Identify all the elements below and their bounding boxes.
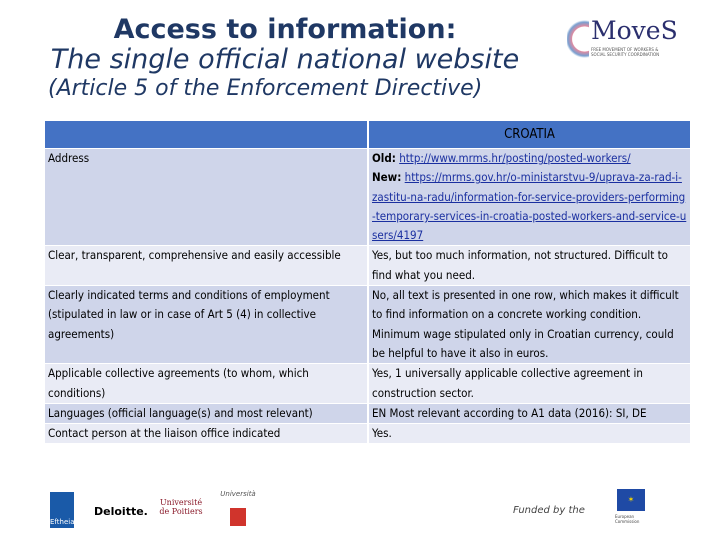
row-value: No, all text is presented in one row, which makes it difficult to find information on a concrete working condition. Minimum wage stipulated only in Croatian currency, could be helpful to have it also in euros.: [369, 286, 690, 363]
logo-subtitle: FREE MOVEMENT OF WORKERS & SOCIAL SECURITY COORDINATION: [591, 47, 660, 57]
table-row: [45, 424, 690, 443]
table-row: [45, 364, 690, 403]
title-line-3: (Article 5 of the Enforcement Directive): [48, 76, 483, 101]
eu-logo: [597, 487, 687, 531]
poitiers-logo: Université de Poitiers: [159, 498, 203, 516]
universita-logo: [230, 508, 246, 526]
eftheia-logo: [50, 492, 74, 528]
row-label: Address: [45, 149, 367, 245]
header-croatia: CROATIA: [369, 121, 690, 148]
table-row: [45, 149, 690, 245]
eu-flag-icon: ✶: [617, 489, 645, 511]
table-row: [45, 286, 690, 363]
row-label: Languages (official language(s) and most relevant): [45, 404, 367, 423]
row-label: Contact person at the liaison office indicated: [45, 424, 367, 443]
row-value: Yes, 1 universally applicable collective agreement in construction sector.: [369, 364, 690, 403]
new-label: New:: [372, 170, 402, 185]
row-label: Clear, transparent, comprehensive and easily accessible: [45, 246, 367, 285]
row-value: Yes.: [369, 424, 690, 443]
eftheia-text: Eftheia: [50, 518, 75, 526]
croatia-table: [43, 120, 692, 444]
table-header: [45, 121, 690, 148]
deloitte-logo: Deloitte.: [94, 505, 148, 518]
row-label: Clearly indicated terms and conditions of employment (stipulated in law or in case of Art 5 (4) in collective agreements): [45, 286, 367, 363]
header-left: [45, 121, 367, 148]
eu-label: European Commission: [615, 514, 640, 524]
new-url-link[interactable]: https://mrms.gov.hr/o-ministarstvu-9/uprava-za-rad-i-zastitu-na-radu/information-for-service-providers-performing-temporary-services-in-croatia-posted-workers-and-service-users/4197: [372, 170, 687, 243]
table-row: [45, 246, 690, 285]
old-url-link[interactable]: http://www.mrms.hr/posting/posted-workers/: [399, 151, 631, 165]
title-line-1: Access to information:: [113, 14, 457, 45]
row-value: EN Most relevant according to A1 data (2016): SI, DE: [369, 404, 690, 423]
universita-caption: Università: [220, 490, 256, 498]
old-label: Old:: [372, 151, 396, 165]
row-value: Yes, but too much information, not structured. Difficult to find what you need.: [369, 246, 690, 285]
logo-name: MoveS: [591, 16, 678, 45]
table-row: [45, 404, 690, 423]
row-label: Applicable collective agreements (to whom, which conditions): [45, 364, 367, 403]
row-value: [369, 149, 690, 245]
title-line-2: The single official national website: [50, 44, 520, 75]
funded-by-text: Funded by the: [513, 505, 585, 516]
moves-logo: [565, 14, 685, 64]
logo-swirl-icon: [567, 14, 589, 64]
